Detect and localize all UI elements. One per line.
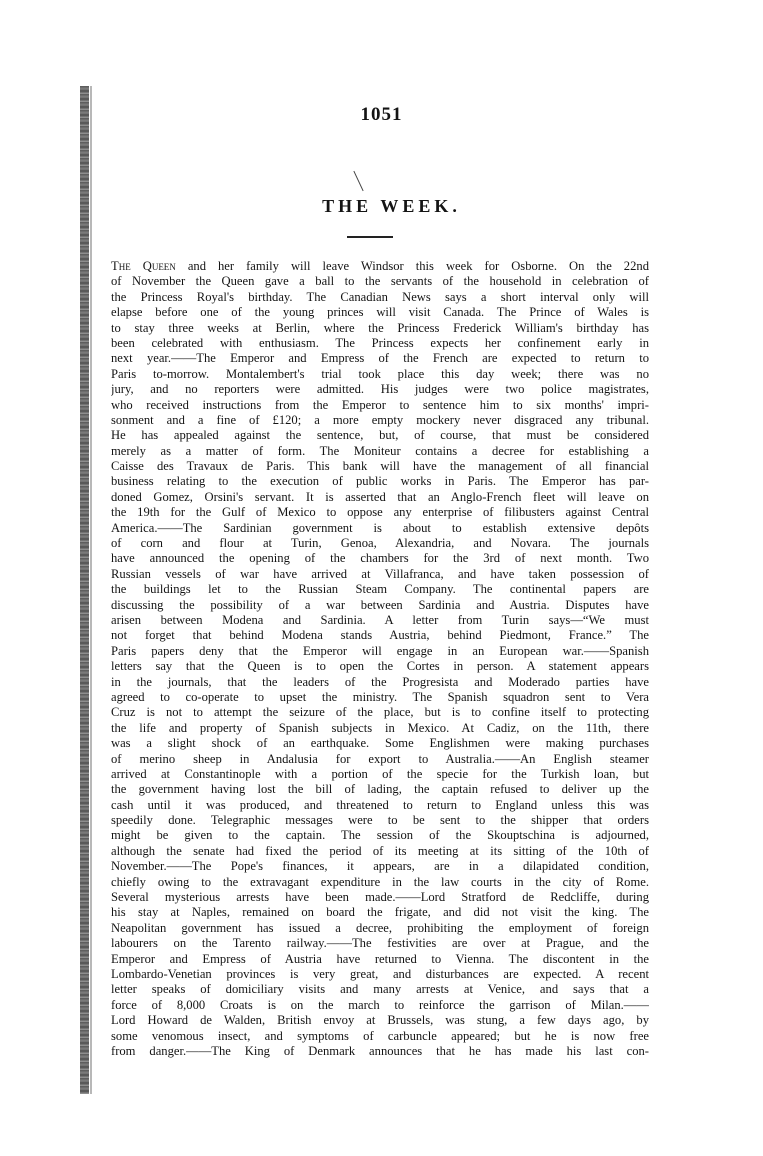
article-line: elapse before one of the young princes will visit Canada. The Prince of Wales is (111, 305, 649, 320)
article-line: might be given to the captain. The session of the Skouptschina is adjourned, (111, 828, 649, 843)
article-line: next year.——The Emperor and Empress of the French are expected to return to (111, 351, 649, 366)
article-line: speedily done. Telegraphic messages were to be sent to the shipper that orders (111, 813, 649, 828)
page-title: THE WEEK. (322, 196, 461, 216)
article-line: labourers on the Tarento railway.——The festivities are over at Prague, and the (111, 936, 649, 951)
article-line: although the senate had fixed the period of its meeting at its sitting of the 10th of (111, 843, 649, 858)
article-line: the government having lost the bill of lading, the captain refused to deliver up the (111, 782, 649, 797)
article-line: chiefly owing to the extravagant expenditure in the law courts in the city of Rome. (111, 874, 649, 889)
article-line: force of 8,000 Croats is on the march to reinforce the garrison of Milan.—— (111, 997, 649, 1012)
article-line: Russian vessels of war have arrived at Villafranca, and have taken possession of (111, 566, 649, 581)
article-line: the 19th for the Gulf of Mexico to oppose any enterprise of filibusters against Central (111, 505, 649, 520)
article-line-first (111, 259, 649, 274)
article-line: Neapolitan government has issued a decree, prohibiting the employment of foreign (111, 920, 649, 935)
article-line: was a slight shock of an earthquake. Some Englishmen were making purchases (111, 736, 649, 751)
article-line: cash until it was produced, and threatened to return to England unless this was (111, 797, 649, 812)
binding-spine (80, 86, 89, 1094)
article-line: the life and property of Spanish subjects in Mexico. At Cadiz, on the 11th, there (111, 720, 649, 735)
article-line: Cruz is not to attempt the seizure of the place, but is to confine itself to protecting (111, 705, 649, 720)
title-rule (347, 236, 393, 238)
article-line: been celebrated with enthusiasm. The Princess expects her confinement early in (111, 335, 649, 350)
page-number: 1051 (360, 104, 403, 125)
article-line: November.——The Pope's finances, it appears, are in a dilapidated condition, (111, 859, 649, 874)
article-line: of corn and flour at Turin, Genoa, Alexandria, and Novara. The journals (111, 536, 649, 551)
article-line: discussing the possibility of a war between Sardinia and Austria. Disputes have (111, 597, 649, 612)
pencil-mark (353, 171, 363, 191)
article-line: arrived at Constantinople with a portion of the specie for the Turkish loan, but (111, 766, 649, 781)
article-line: Paris to-morrow. Montalembert's trial took place this day week; there was no (111, 366, 649, 381)
article-line: He has appealed against the sentence, but, of course, that must be considered (111, 428, 649, 443)
lead-name: Queen (142, 259, 176, 273)
binding-edge (90, 86, 92, 1094)
article-line: merely as a matter of form. The Moniteur contains a decree for establishing a (111, 443, 649, 458)
article-line: to stay three weeks at Berlin, where the Princess Frederick William's birthday has (111, 320, 649, 335)
article-line: Paris papers deny that the Emperor will engage in an European war.——Spanish (111, 643, 649, 658)
article-line: letters say that the Queen is to open the Cortes in person. A statement appears (111, 659, 649, 674)
article-line: of November the Queen gave a ball to the servants of the household in celebration of (111, 274, 649, 289)
lead-word: The (111, 259, 131, 273)
article-line: his stay at Naples, remained on board the frigate, and did not visit the king. The (111, 905, 649, 920)
article-line: business relating to the execution of public works in Paris. The Emperor has par- (111, 474, 649, 489)
article-line: the Princess Royal's birthday. The Canadian News says a short interval only will (111, 289, 649, 304)
article-line: arisen between Modena and Sardinia. A letter from Turin says—“We must (111, 612, 649, 627)
article-line: jury, and no reporters were admitted. His judges were two police magistrates, (111, 382, 649, 397)
article-line: some venomous insect, and symptoms of carbuncle appeared; but he is now free (111, 1028, 649, 1043)
article-line: from danger.——The King of Denmark announces that he has made his last con- (111, 1043, 649, 1058)
article-line: letter speaks of domiciliary visits and many arrests at Venice, and says that a (111, 982, 649, 997)
article-line: agreed to co-operate to upset the ministry. The Spanish squadron sent to Vera (111, 689, 649, 704)
article-line: have announced the opening of the chambers for the 3rd of next month. Two (111, 551, 649, 566)
article-line-text: and her family will leave Windsor this week for Osborne. On the 22nd (175, 259, 649, 273)
article-line: Lombardo-Venetian provinces is very great, and disturbances are expected. A recent (111, 966, 649, 981)
article-line: of merino sheep in Andalusia for export to Australia.——An English steamer (111, 751, 649, 766)
article-line: Caisse des Travaux de Paris. This bank will have the management of all financial (111, 459, 649, 474)
article-line: Lord Howard de Walden, British envoy at Brussels, was stung, a few days ago, by (111, 1013, 649, 1028)
article-line: America.——The Sardinian government is about to establish extensive depôts (111, 520, 649, 535)
article-line: who received instructions from the Emperor to sentence him to six months' impri- (111, 397, 649, 412)
article-line: doned Gomez, Orsini's servant. It is asserted that an Anglo-French fleet will leave on (111, 489, 649, 504)
article-line: Emperor and Empress of Austria have returned to Vienna. The discontent in the (111, 951, 649, 966)
article-line: not forget that behind Modena stands Austria, behind Piedmont, France.” The (111, 628, 649, 643)
article-line: in the journals, that the leaders of the Progresista and Moderado parties have (111, 674, 649, 689)
article-line: the buildings let to the Russian Steam Company. The continental papers are (111, 582, 649, 597)
article-body (111, 259, 649, 1059)
article-line: sonment and a fine of £120; a more empty mockery never disgraced any tribunal. (111, 412, 649, 427)
article-line: Several mysterious arrests have been made.——Lord Stratford de Redcliffe, during (111, 890, 649, 905)
